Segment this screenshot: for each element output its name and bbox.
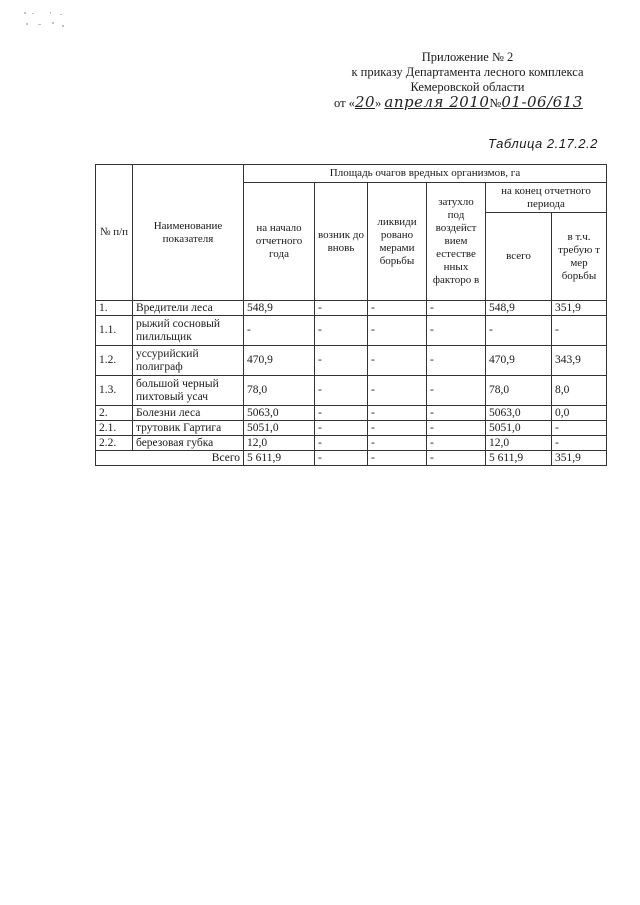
cell-new: -: [315, 451, 368, 466]
cell-name: Болезни леса: [133, 406, 244, 421]
cell-start: 78,0: [244, 376, 315, 406]
cell-num: 1.1.: [96, 316, 133, 346]
cell-needed: 351,9: [552, 451, 607, 466]
cell-liq: -: [368, 376, 427, 406]
cell-num: 1.2.: [96, 346, 133, 376]
cell-name: березовая губка: [133, 436, 244, 451]
cell-liq: -: [368, 451, 427, 466]
scan-noise-mark: [22, 10, 68, 30]
order-number-handwritten: 01-06/613: [501, 93, 583, 111]
cell-faded: -: [427, 346, 486, 376]
cell-name: уссурийский полиграф: [133, 346, 244, 376]
cell-name: большой черный пихтовый усач: [133, 376, 244, 406]
date-month-year-handwritten: апреля 2010: [384, 93, 490, 111]
cell-faded: -: [427, 451, 486, 466]
cell-start: 5 611,9: [244, 451, 315, 466]
cell-num: 2.1.: [96, 421, 133, 436]
cell-faded: -: [427, 421, 486, 436]
table-row: [96, 406, 607, 421]
cell-new: -: [315, 316, 368, 346]
cell-needed: -: [552, 316, 607, 346]
cell-new: -: [315, 301, 368, 316]
appendix-block: [330, 50, 605, 111]
cell-start: 5063,0: [244, 406, 315, 421]
cell-total: 12,0: [486, 436, 552, 451]
col-header-needed: в т.ч. требую т мер борьбы: [552, 213, 607, 301]
cell-start: 12,0: [244, 436, 315, 451]
cell-total: 5051,0: [486, 421, 552, 436]
cell-needed: 8,0: [552, 376, 607, 406]
number-prefix: №: [489, 96, 502, 110]
cell-needed: 0,0: [552, 406, 607, 421]
cell-total: 5063,0: [486, 406, 552, 421]
table-row: [96, 436, 607, 451]
col-header-start: на начало отчетного года: [244, 183, 315, 301]
cell-total: 470,9: [486, 346, 552, 376]
cell-name: рыжий сосновый пилильщик: [133, 316, 244, 346]
cell-liq: -: [368, 346, 427, 376]
cell-liq: -: [368, 421, 427, 436]
cell-name: трутовик Гартига: [133, 421, 244, 436]
cell-num: 2.: [96, 406, 133, 421]
cell-num: 1.: [96, 301, 133, 316]
cell-num: 1.3.: [96, 376, 133, 406]
cell-start: 5051,0: [244, 421, 315, 436]
cell-start: -: [244, 316, 315, 346]
col-header-num: № п/п: [96, 165, 133, 301]
cell-liq: -: [368, 301, 427, 316]
table-row: [96, 376, 607, 406]
cell-faded: -: [427, 436, 486, 451]
table-total-row: [96, 451, 607, 466]
cell-new: -: [315, 436, 368, 451]
cell-total: 548,9: [486, 301, 552, 316]
appendix-region: Кемеровской области: [410, 80, 525, 94]
cell-liq: -: [368, 436, 427, 451]
col-header-new: возник до вновь: [315, 183, 368, 301]
cell-liq: -: [368, 406, 427, 421]
appendix-date-line: [330, 95, 605, 111]
col-header-liquidated: ликвиди ровано мерами борьбы: [368, 183, 427, 301]
cell-new: -: [315, 406, 368, 421]
cell-needed: 351,9: [552, 301, 607, 316]
cell-total-label: Всего: [96, 451, 244, 466]
cell-needed: -: [552, 436, 607, 451]
table-row: [96, 316, 607, 346]
table-row: [96, 301, 607, 316]
col-header-faded: затухло под воздейст вием естестве нных факторо в: [427, 183, 486, 301]
pest-area-table: [95, 164, 607, 466]
cell-start: 548,9: [244, 301, 315, 316]
cell-faded: -: [427, 376, 486, 406]
col-header-total: всего: [486, 213, 552, 301]
cell-start: 470,9: [244, 346, 315, 376]
cell-total: 5 611,9: [486, 451, 552, 466]
appendix-title: Приложение № 2: [421, 50, 514, 64]
date-mid: »: [375, 96, 382, 110]
cell-faded: -: [427, 301, 486, 316]
cell-num: 2.2.: [96, 436, 133, 451]
cell-total: -: [486, 316, 552, 346]
cell-new: -: [315, 376, 368, 406]
table-row: [96, 421, 607, 436]
col-header-group: Площадь очагов вредных организмов, га: [244, 165, 607, 183]
table-row: [96, 346, 607, 376]
cell-needed: 343,9: [552, 346, 607, 376]
cell-total: 78,0: [486, 376, 552, 406]
cell-faded: -: [427, 316, 486, 346]
col-header-name: Наименование показателя: [133, 165, 244, 301]
cell-faded: -: [427, 406, 486, 421]
cell-name: Вредители леса: [133, 301, 244, 316]
cell-needed: -: [552, 421, 607, 436]
date-day-handwritten: 20: [354, 93, 376, 111]
appendix-order-ref: к приказу Департамента лесного комплекса: [351, 65, 584, 79]
date-prefix: от «: [334, 96, 355, 110]
cell-new: -: [315, 346, 368, 376]
table-label: Таблица 2.17.2.2: [488, 136, 598, 151]
col-header-end-group: на конец отчетного периода: [486, 183, 607, 213]
cell-liq: -: [368, 316, 427, 346]
cell-new: -: [315, 421, 368, 436]
